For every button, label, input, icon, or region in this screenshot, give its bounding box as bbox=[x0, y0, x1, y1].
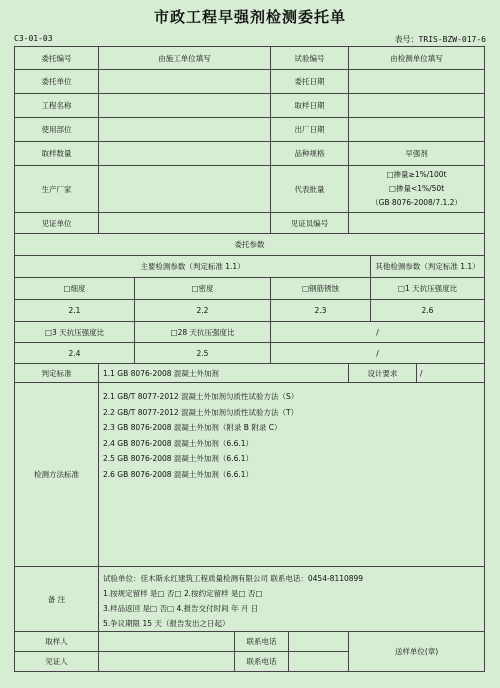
value-commission-unit[interactable] bbox=[99, 70, 271, 94]
main-params-label: 主要检测参数（判定标准 1.1） bbox=[15, 256, 371, 278]
value-batch[interactable] bbox=[349, 166, 485, 213]
param-rebar-corrosion[interactable]: □钢筋锈蚀 bbox=[271, 278, 371, 300]
value-sampler-phone[interactable] bbox=[289, 632, 349, 652]
row-manufacturer bbox=[15, 166, 485, 213]
value-project-name[interactable] bbox=[99, 94, 271, 118]
label-commission-date: 委托日期 bbox=[271, 70, 349, 94]
row-params-std2 bbox=[15, 343, 485, 364]
row-project-name bbox=[15, 94, 485, 118]
row-params-items2 bbox=[15, 322, 485, 343]
batch-option-1[interactable]: □掺量≥1%/100t bbox=[386, 170, 447, 179]
label-sampler-phone: 联系电话 bbox=[235, 632, 289, 652]
form-code: C3-01-03 bbox=[14, 34, 53, 43]
row-params-std bbox=[15, 300, 485, 322]
row-witness-unit bbox=[15, 213, 485, 234]
param-std-rebar: 2.3 bbox=[271, 300, 371, 322]
label-factory-date: 出厂日期 bbox=[271, 118, 349, 142]
row-usage-location bbox=[15, 118, 485, 142]
label-commission-unit: 委托单位 bbox=[15, 70, 99, 94]
other-params-label: 其他检测参数（判定标准 1.1） bbox=[371, 256, 485, 278]
form-title: 市政工程早强剂检测委托单 bbox=[153, 8, 346, 26]
row-remarks bbox=[15, 567, 485, 632]
table-number: 表号：TRIS-BZW-017-6 bbox=[394, 35, 486, 44]
param-fineness[interactable]: □细度 bbox=[15, 278, 135, 300]
param-28d-strength[interactable]: □28 天抗压强度比 bbox=[135, 322, 271, 343]
remarks-line-retention[interactable]: 1.按规定留样 是□ 否□ 2.按约定留样 是□ 否□ bbox=[103, 589, 263, 598]
param-std-fineness: 2.1 bbox=[15, 300, 135, 322]
value-commission-date[interactable] bbox=[349, 70, 485, 94]
label-sending-unit-seal: 送样单位(章) bbox=[349, 632, 485, 672]
label-sampling-date: 取样日期 bbox=[271, 94, 349, 118]
param-1d-strength[interactable]: □1 天抗压强度比 bbox=[371, 278, 485, 300]
param-density[interactable]: □密度 bbox=[135, 278, 271, 300]
batch-standard: （GB 8076-2008/7.1.2） bbox=[371, 198, 462, 207]
row-params-header bbox=[15, 234, 485, 256]
label-project-name: 工程名称 bbox=[15, 94, 99, 118]
label-witness-phone: 联系电话 bbox=[235, 652, 289, 672]
value-manufacturer[interactable] bbox=[99, 166, 271, 213]
value-commission-number[interactable]: 由施工单位填写 bbox=[99, 47, 271, 70]
method-item: 2.1 GB/T 8077-2012 混凝土外加剂匀质性试验方法（S） bbox=[103, 392, 299, 401]
row-sampler bbox=[15, 632, 485, 652]
value-design-requirement[interactable]: / bbox=[417, 364, 485, 383]
value-witness-unit[interactable] bbox=[99, 213, 271, 234]
label-witness-unit: 见证单位 bbox=[15, 213, 99, 234]
label-usage-location: 使用部位 bbox=[15, 118, 99, 142]
label-sampler: 取样人 bbox=[15, 632, 99, 652]
row-sample-quantity bbox=[15, 142, 485, 166]
param-3d-strength[interactable]: □3 天抗压强度比 bbox=[15, 322, 135, 343]
value-variety-spec: 早强剂 bbox=[349, 142, 485, 166]
remarks-line-dispute: 5.争议期限 15 天（报告发出之日起） bbox=[103, 619, 230, 628]
value-sampler[interactable] bbox=[99, 632, 235, 652]
label-sample-quantity: 取样数量 bbox=[15, 142, 99, 166]
row-params-groups bbox=[15, 256, 485, 278]
param-std-1d: 2.6 bbox=[371, 300, 485, 322]
methods-list bbox=[99, 383, 485, 567]
param-std-other: / bbox=[271, 343, 485, 364]
method-item: 2.5 GB 8076-2008 混凝土外加剂（6.6.1） bbox=[103, 454, 253, 463]
remarks-line-return[interactable]: 3.样品返回 是□ 否□ 4.报告交付时间 年 月 日 bbox=[103, 604, 259, 613]
method-item: 2.4 GB 8076-2008 混凝土外加剂（6.6.1） bbox=[103, 438, 253, 448]
batch-option-2[interactable]: □掺量<1%/50t bbox=[388, 184, 445, 193]
row-params-items bbox=[15, 278, 485, 300]
label-witness-number: 见证员编号 bbox=[271, 213, 349, 234]
value-witness-number[interactable] bbox=[349, 213, 485, 234]
row-standard bbox=[15, 364, 485, 383]
label-test-number: 试验编号 bbox=[271, 47, 349, 70]
param-other-empty: / bbox=[271, 322, 485, 343]
param-std-3d: 2.4 bbox=[15, 343, 135, 364]
value-usage-location[interactable] bbox=[99, 118, 271, 142]
method-item: 2.2 GB/T 8077-2012 混凝土外加剂匀质性试验方法（T） bbox=[103, 407, 299, 417]
label-remarks: 备 注 bbox=[15, 567, 99, 632]
label-methods: 检测方法标准 bbox=[15, 383, 99, 567]
value-factory-date[interactable] bbox=[349, 118, 485, 142]
method-item: 2.6 GB 8076-2008 混凝土外加剂（6.6.1） bbox=[103, 469, 253, 479]
label-design-requirement: 设计要求 bbox=[349, 364, 417, 383]
label-manufacturer: 生产厂家 bbox=[15, 166, 99, 213]
param-std-density: 2.2 bbox=[135, 300, 271, 322]
value-sample-quantity[interactable] bbox=[99, 142, 271, 166]
value-sampling-date[interactable] bbox=[349, 94, 485, 118]
value-witness-phone[interactable] bbox=[289, 652, 349, 672]
value-standard: 1.1 GB 8076-2008 混凝土外加剂 bbox=[99, 364, 349, 383]
row-commission-number bbox=[15, 47, 485, 70]
commission-form-table bbox=[14, 46, 485, 672]
value-witness[interactable] bbox=[99, 652, 235, 672]
label-commission-number: 委托编号 bbox=[15, 47, 99, 70]
params-header: 委托参数 bbox=[15, 234, 485, 256]
label-batch: 代表批量 bbox=[271, 166, 349, 213]
label-variety-spec: 品种规格 bbox=[271, 142, 349, 166]
value-test-number[interactable]: 由检测单位填写 bbox=[349, 47, 485, 70]
remarks-content bbox=[99, 567, 485, 632]
method-item: 2.3 GB 8076-2008 混凝土外加剂（附录 B 附录 C） bbox=[103, 423, 282, 432]
label-standard: 判定标准 bbox=[15, 364, 99, 383]
row-methods bbox=[15, 383, 485, 567]
param-std-28d: 2.5 bbox=[135, 343, 271, 364]
remarks-line-lab: 试验单位：佳木斯永红建筑工程质量检测有限公司 联系电话：0454-8110899 bbox=[103, 574, 364, 583]
label-witness: 见证人 bbox=[15, 652, 99, 672]
row-commission-unit bbox=[15, 70, 485, 94]
